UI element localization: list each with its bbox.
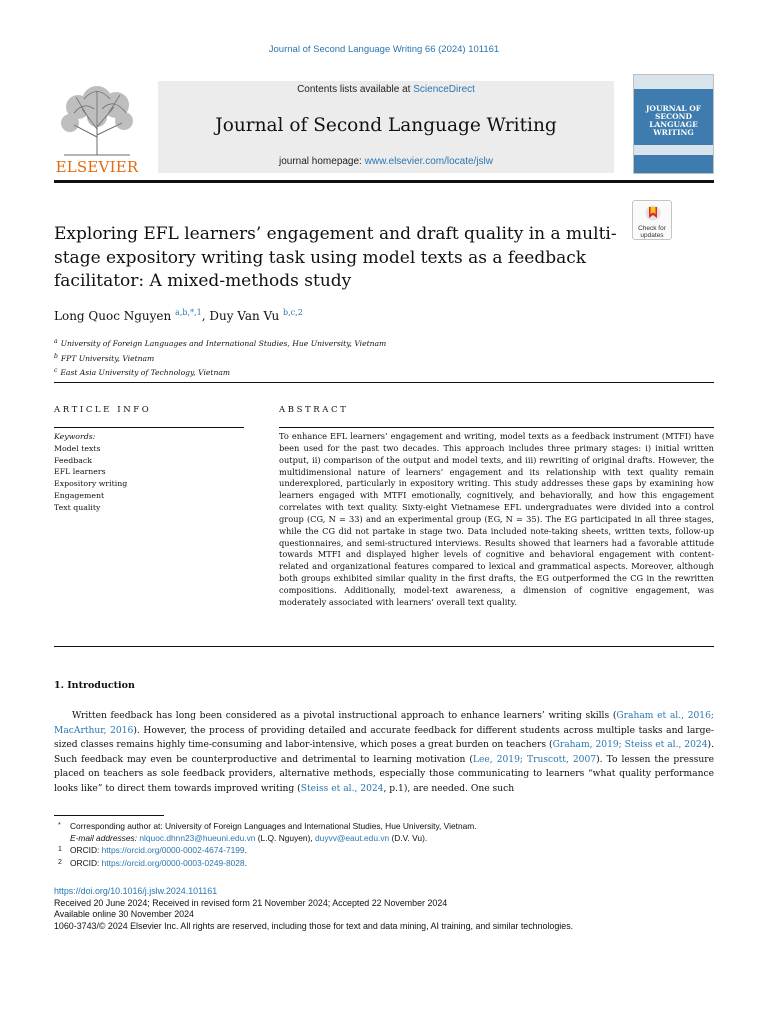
intro-text: ). To lessen the pressure placed on teachers as sole feedback providers, alternative methods, especially those communicating to learners “what quality performance looks like” to direct them towards improved writing ( [54, 754, 714, 794]
footnote-orcid-2: 2 ORCID: https://orcid.org/0000-0003-0249-8028. [58, 857, 247, 868]
journal-title: Journal of Second Language Writing [215, 115, 557, 136]
sciencedirect-link[interactable]: ScienceDirect [413, 84, 475, 95]
affiliation-list [54, 336, 654, 380]
affiliation-mark: b [54, 352, 58, 360]
check-for-updates-button[interactable] [632, 200, 672, 240]
abstract-rule [279, 427, 714, 428]
abstract-divider [54, 646, 714, 647]
citation-link[interactable]: Graham, 2019; Steiss et al., 2024 [552, 740, 708, 751]
affiliation-item [54, 365, 654, 380]
footnote-mark: 2 [58, 858, 62, 866]
affiliation-item [54, 336, 654, 351]
keyword-item: Expository writing [54, 479, 128, 489]
corresponding-author-text: Corresponding author at: University of Foreign Languages and International Studies, Hue University, Vietnam. [70, 821, 477, 831]
elsevier-tree-icon [54, 79, 140, 157]
citation-link[interactable]: Lee, 2019; Truscott, 2007 [472, 754, 597, 765]
affiliation-text: University of Foreign Languages and International Studies, Hue University, Vietnam [60, 339, 387, 348]
contents-availability [158, 84, 614, 95]
keyword-item: Feedback [54, 455, 92, 465]
author-name[interactable]: Long Quoc Nguyen [54, 309, 172, 323]
author-marks[interactable]: b,c,2 [283, 308, 303, 317]
footnote-emails [54, 832, 714, 844]
keyword-item: Engagement [54, 490, 105, 500]
keyword-item: EFL learners [54, 467, 106, 477]
orcid-label: ORCID: [70, 845, 102, 856]
journal-homepage [158, 156, 614, 167]
elsevier-wordmark: ELSEVIER [55, 158, 139, 176]
available-online: Available online 30 November 2024 [54, 909, 194, 920]
footnote-mark: * [58, 822, 61, 829]
citation-link[interactable]: Steiss et al., 2024 [300, 783, 384, 794]
intro-text: ). However, the process of providing detailed and accurate feedback for different students across multiple tasks and large-sized classes remains highly time-consuming and labor-intensive, which poses a great burden on teachers ( [54, 725, 714, 751]
keywords-heading: Keywords: [54, 432, 96, 441]
homepage-prefix: journal homepage: [279, 156, 365, 167]
introduction-heading: 1. Introduction [54, 680, 135, 691]
article-title: Exploring EFL learners’ engagement and draft quality in a multi-stage expository writing task using model texts as a feedback facilitator: A mixed-methods study [54, 224, 617, 291]
citation-link[interactable]: Graham et al., 2016; MacArthur, 2016 [54, 711, 714, 736]
journal-banner [158, 81, 614, 173]
footnote-mark: 1 [58, 846, 62, 854]
author-list [54, 308, 654, 323]
abstract-heading: ABSTRACT [279, 405, 349, 415]
email-label: E-mail addresses: [70, 833, 138, 844]
email-owner: (D.V. Vu). [389, 833, 428, 844]
intro-text: ). Such feedback may even be counterproductive and detrimental to learning motivation ( [54, 740, 714, 765]
affiliation-text: East Asia University of Technology, Vietnam [60, 368, 231, 377]
abstract-text: To enhance EFL learners’ engagement and writing, model texts as a feedback instrument (MTFI) have been used for the past two decades. This approach includes three primary stages: i) initial written output, ii) comparison of the output and model texts, and iii) rewriting of original drafts. However, the multidimensional nature of learners’ engagement and its relationship with text quality remain underexplored, particularly in expository writing. This study addresses these gaps by examining how learners engaged with MTFI emotionally, cognitively, and behaviorally, and how this engagement correlates with text quality. Sixty-eight Vietnamese EFL undergraduates were divided into a control group (CG, N = 33) and an experimental group (EG, N = 35). The EG participated in all three stages, while the CG did not partake in stage two. Data included note-taking sheets, written texts, follow-up questionnaires, and semi-structured interviews. Results showed that learners had a favorable attitude towards MTFI and displayed higher levels of cognitive and behavioral engagement with content-related and organizational features compared to lexical and grammatical aspects. Moreover, although both groups exhibited similar quality in the first drafts, the EG outperformed the CG in the rewritten compositions. Additionally, model-text awareness, a dimension of cognitive engagement, was moderately associated with learners’ overall text quality. [279, 431, 714, 607]
introduction-paragraph [54, 709, 714, 796]
check-for-updates-label: Check for updates [638, 225, 666, 239]
orcid-link[interactable]: https://orcid.org/0000-0003-0249-8028 [101, 857, 245, 868]
affiliation-item [54, 351, 654, 366]
article-info-rule [54, 427, 244, 428]
copyright-notice: 1060-3743/© 2024 Elsevier Inc. All rights are reserved, including those for text and data mining, AI training, and similar technologies. [54, 921, 574, 932]
keyword-item: Model texts [54, 443, 101, 453]
header-divider [54, 382, 714, 383]
intro-text: , p.1), are needed. One such [383, 783, 515, 794]
email-link[interactable]: duyvv@eaut.edu.vn [315, 833, 390, 844]
cover-top-band [634, 75, 713, 89]
homepage-link[interactable]: www.elsevier.com/locate/jslw [364, 156, 493, 167]
author-marks[interactable]: a,b,*,1 [175, 308, 202, 317]
orcid-link[interactable]: https://orcid.org/0000-0002-4674-7199 [101, 845, 245, 856]
journal-cover-thumbnail[interactable] [633, 74, 714, 174]
journal-masthead [54, 77, 714, 177]
affiliation-mark: a [54, 338, 58, 345]
article-info-heading: ARTICLE INFO [54, 405, 152, 415]
keyword-item: Text quality [54, 502, 101, 512]
bookmark-update-icon [645, 205, 661, 223]
affiliation-mark: c [54, 367, 58, 374]
email-owner: (L.Q. Nguyen), [255, 833, 316, 844]
contents-prefix: Contents lists available at [297, 84, 414, 95]
affiliation-text: FPT University, Vietnam [60, 353, 155, 363]
footnote-divider [54, 815, 164, 816]
orcid-label: ORCID: [70, 857, 102, 868]
received-dates: Received 20 June 2024; Received in revised form 21 November 2024; Accepted 22 November 2024 [54, 897, 448, 908]
doi-link[interactable]: https://doi.org/10.1016/j.jslw.2024.101161 [54, 886, 218, 896]
footnote-corresponding [54, 820, 714, 832]
footnotes [54, 820, 714, 869]
author-separator: , [201, 309, 210, 323]
cover-bottom-band [634, 145, 713, 155]
bibliographic-info [54, 886, 714, 933]
intro-text: Written feedback has long been considered as a pivotal instructional approach to enhance learners’ writing skills ( [72, 711, 617, 721]
cover-title: JOURNAL OF SECOND LANGUAGE WRITING [645, 104, 702, 137]
journal-citation-header[interactable]: Journal of Second Language Writing 66 (2024) 101161 [268, 44, 500, 55]
masthead-divider [54, 180, 714, 183]
email-link[interactable]: nlquoc.dhnn23@hueuni.edu.vn [139, 833, 256, 844]
keywords-block [54, 431, 244, 514]
author-name[interactable]: Duy Van Vu [209, 309, 280, 323]
elsevier-logo[interactable] [54, 79, 140, 175]
footnote-orcid-1: 1 ORCID: https://orcid.org/0000-0002-4674-7199. [58, 845, 247, 856]
